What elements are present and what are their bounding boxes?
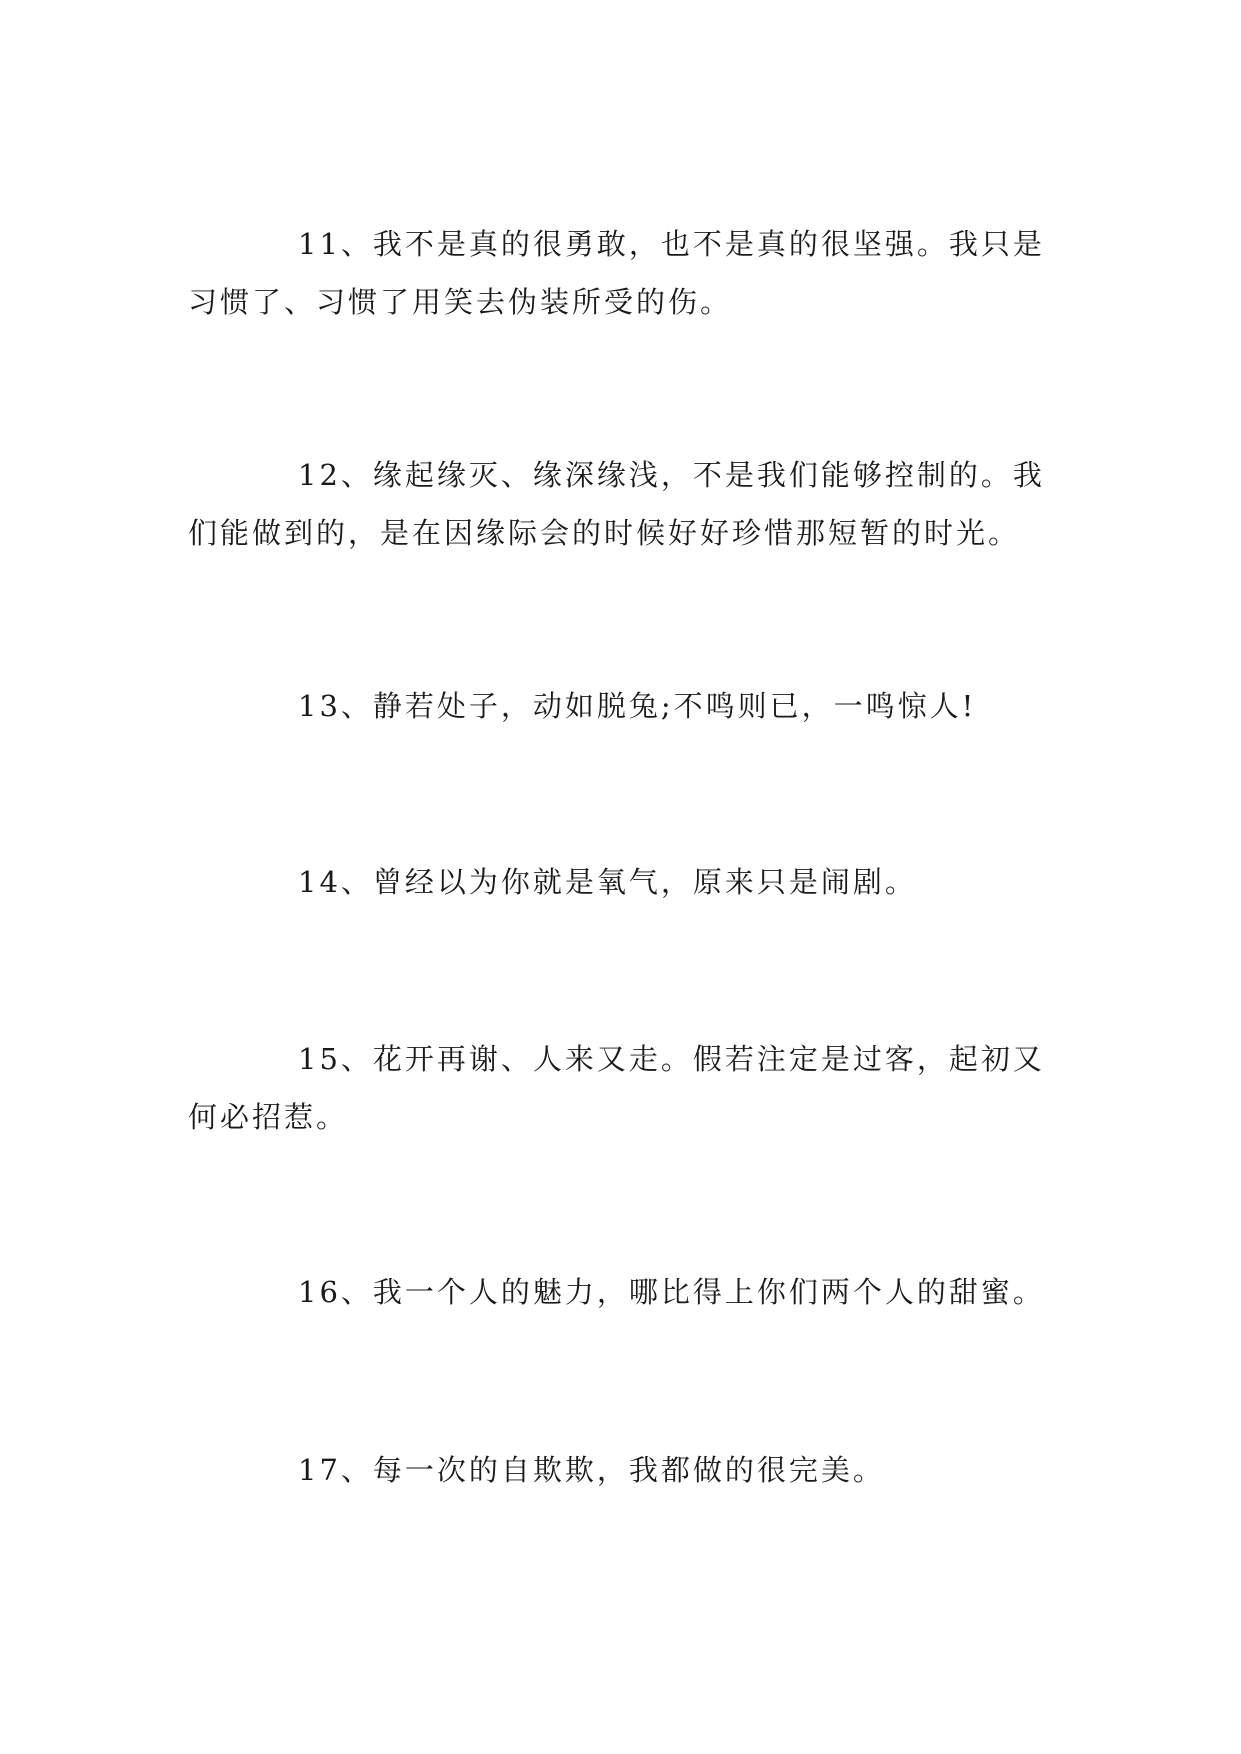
paragraph-12: 12、缘起缘灭、缘深缘浅，不是我们能够控制的。我们能做到的，是在因缘际会的时候好好珍惜那短暂的时光。	[188, 458, 1045, 550]
paragraph-16: 16、我一个人的魅力，哪比得上你们两个人的甜蜜。	[298, 1275, 1045, 1309]
paragraph-17: 17、每一次的自欺欺，我都做的很完美。	[298, 1453, 885, 1487]
paragraph-11: 11、我不是真的很勇敢，也不是真的很坚强。我只是习惯了、习惯了用笑去伪装所受的伤。	[188, 227, 1045, 319]
paragraph-15: 15、花开再谢、人来又走。假若注定是过客，起初又何必招惹。	[188, 1042, 1045, 1134]
paragraph-13: 13、静若处子，动如脱兔;不鸣则已，一鸣惊人!	[298, 689, 977, 723]
paragraph-14: 14、曾经以为你就是氧气，原来只是闹剧。	[298, 865, 917, 899]
